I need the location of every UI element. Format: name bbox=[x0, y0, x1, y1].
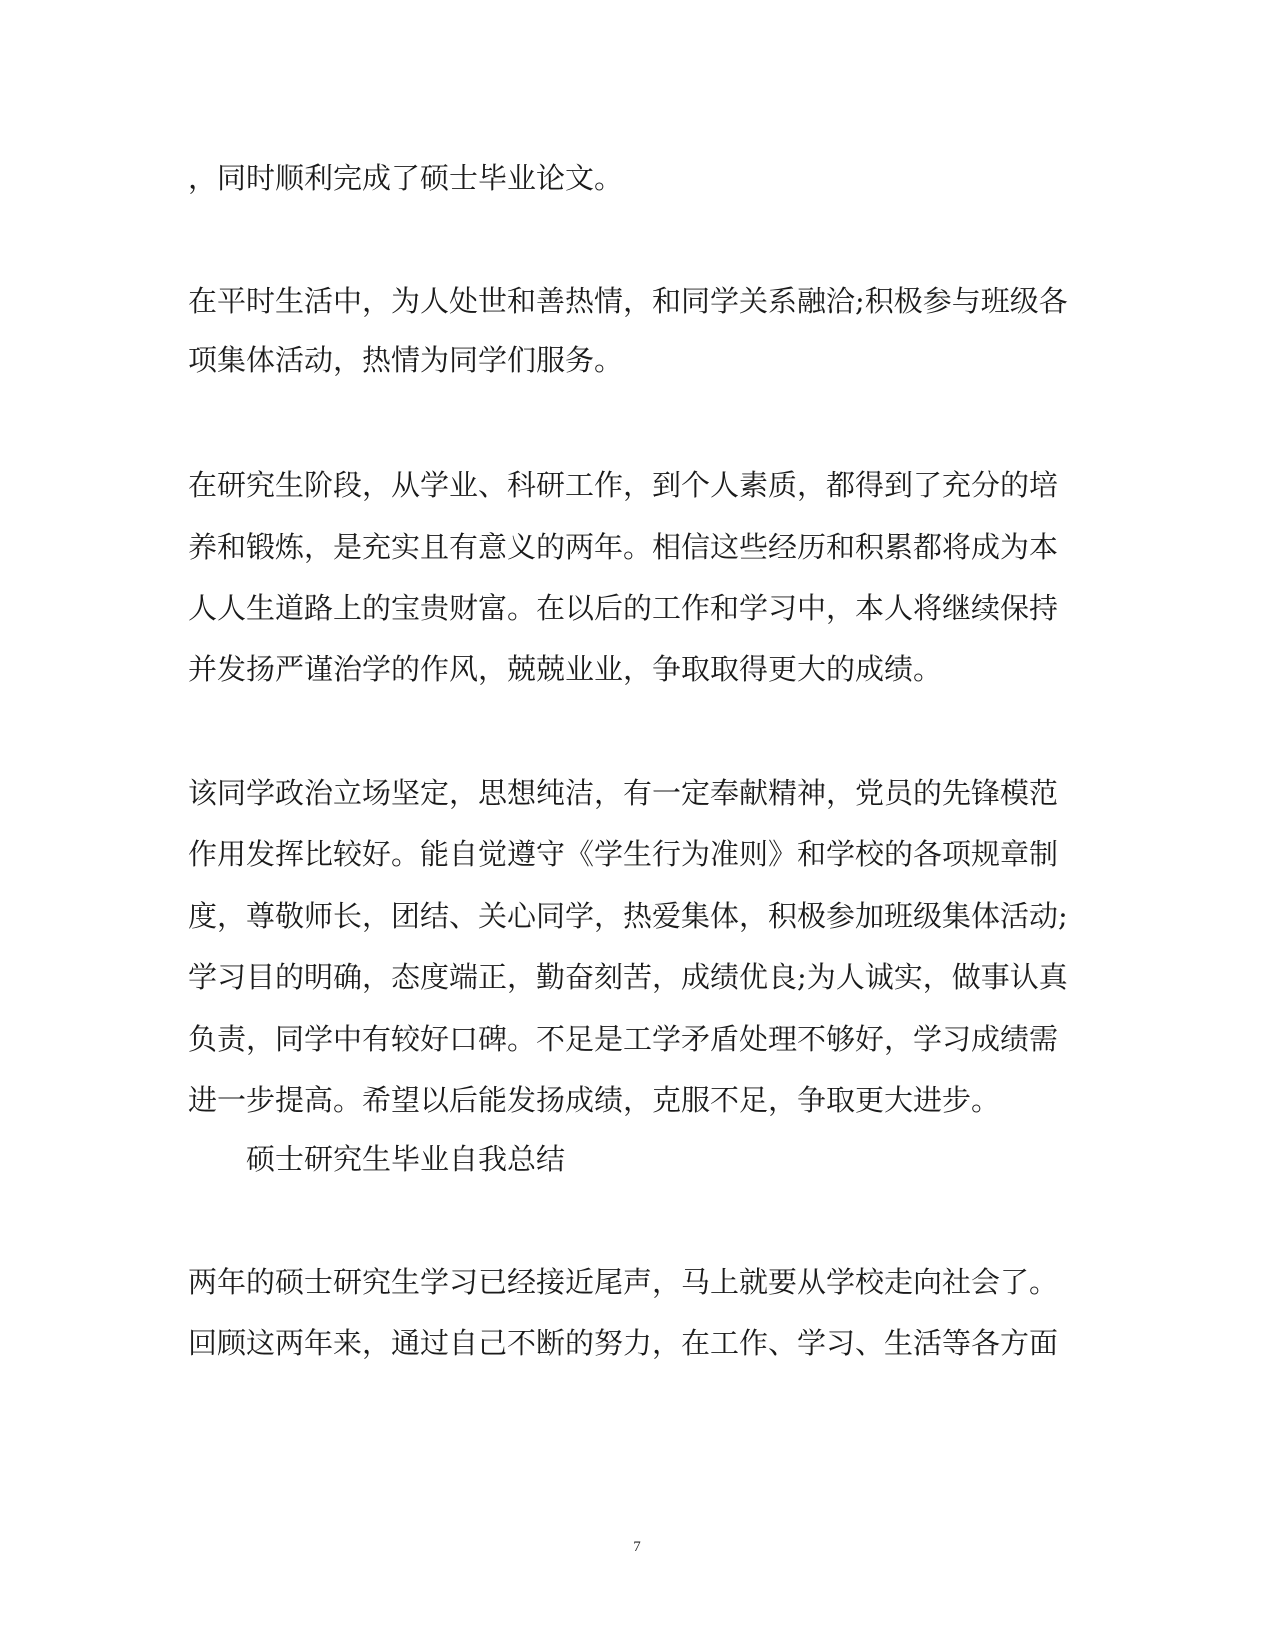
text-line: 项集体活动，热情为同学们服务。 bbox=[188, 343, 624, 377]
text-line: 在研究生阶段，从学业、科研工作，到个人素质，都得到了充分的培 bbox=[188, 468, 1059, 502]
text-line: 负责，同学中有较好口碑。不足是工学矛盾处理不够好，学习成绩需 bbox=[188, 1022, 1059, 1056]
text-line: 进一步提高。希望以后能发扬成绩，克服不足，争取更大进步。 bbox=[188, 1083, 1001, 1117]
text-line: 回顾这两年来，通过自己不断的努力，在工作、学习、生活等各方面 bbox=[188, 1326, 1059, 1360]
text-line: 作用发挥比较好。能自觉遵守《学生行为准则》和学校的各项规章制 bbox=[188, 837, 1059, 871]
text-line: 该同学政治立场坚定，思想纯洁，有一定奉献精神，党员的先锋模范 bbox=[188, 776, 1059, 810]
text-line: 人人生道路上的宝贵财富。在以后的工作和学习中，本人将继续保持 bbox=[188, 591, 1059, 625]
text-line: 学习目的明确，态度端正，勤奋刻苦，成绩优良;为人诚实，做事认真 bbox=[188, 960, 1068, 994]
text-line: ，同时顺利完成了硕士毕业论文。 bbox=[188, 161, 624, 195]
text-line: 在平时生活中，为人处世和善热情，和同学关系融洽;积极参与班级各 bbox=[188, 284, 1068, 318]
text-line: 并发扬严谨治学的作风，兢兢业业，争取取得更大的成绩。 bbox=[188, 652, 943, 686]
page-number: 7 bbox=[633, 1539, 641, 1555]
section-title: 硕士研究生毕业自我总结 bbox=[246, 1142, 566, 1176]
text-line: 养和锻炼，是充实且有意义的两年。相信这些经历和积累都将成为本 bbox=[188, 530, 1059, 564]
text-line: 两年的硕士研究生学习已经接近尾声，马上就要从学校走向社会了。 bbox=[188, 1265, 1059, 1299]
text-line: 度，尊敬师长，团结、关心同学，热爱集体，积极参加班级集体活动; bbox=[188, 899, 1068, 933]
